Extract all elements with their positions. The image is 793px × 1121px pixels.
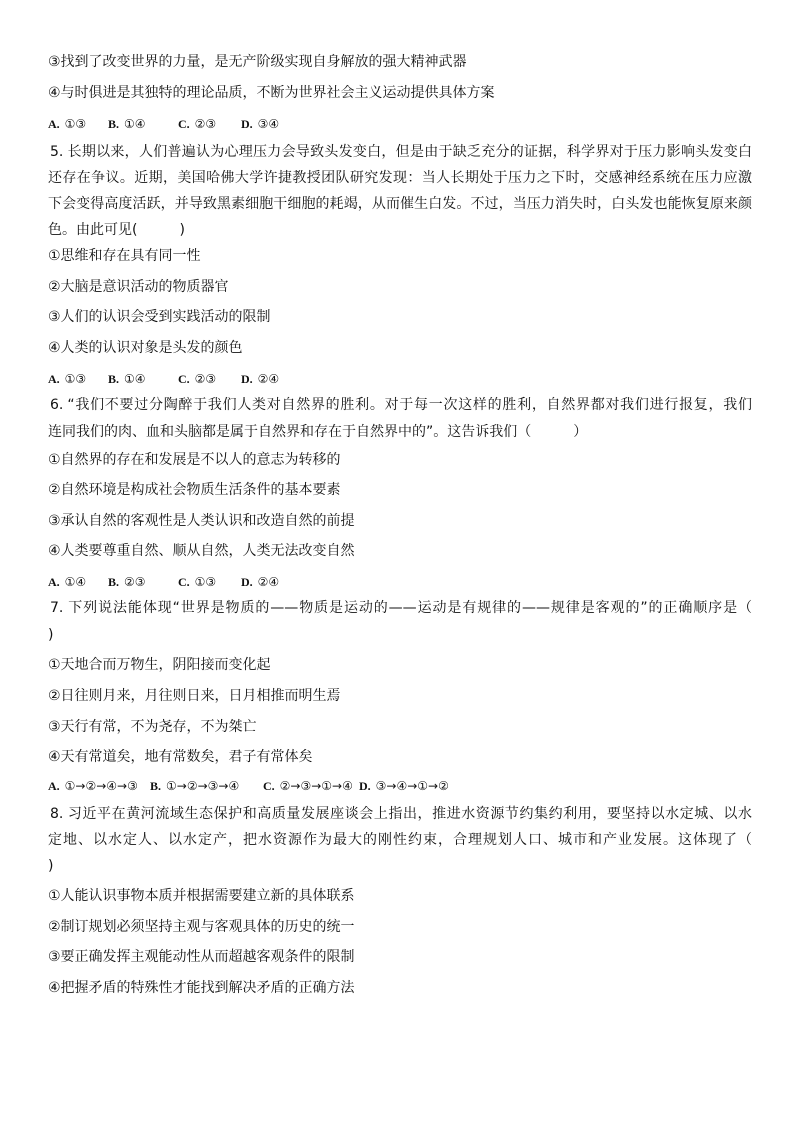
option-A: [48, 776, 138, 796]
choice-item: ①天地合而万物生，阴阳接而变化起: [48, 657, 271, 673]
option-C: [178, 572, 216, 592]
choice-item: ④天有常道矣，地有常数矣，君子有常体矣: [48, 749, 313, 765]
question-stem-line: 下会变得高度活跃，并导致黑素细胞干细胞的耗竭，从而催生白发。不过，当压力消失时，白头发也能恢复原来颜: [48, 196, 752, 212]
option-D: [241, 572, 279, 592]
choice-item: ③人们的认识会受到实践活动的限制: [48, 309, 271, 325]
option-value: ②③: [124, 575, 146, 589]
option-D: [359, 776, 449, 796]
choice-item: ④人类的认识对象是头发的颜色: [48, 340, 243, 356]
option-A: [48, 369, 86, 389]
option-value: ①③: [194, 575, 217, 589]
option-value: ①④: [124, 372, 146, 386]
option-A: [48, 572, 86, 592]
stem-text: 习近平在黄河流域生态保护和高质量发展座谈会上指出，推进水资源节约集约利用，要坚持以水定城、以水: [67, 806, 752, 822]
option-C: [178, 114, 216, 134]
choice-item: ②制订规划必须坚持主观与客观具体的历史的统一: [48, 919, 355, 935]
option-label: D.: [359, 779, 371, 793]
option-label: A.: [48, 117, 60, 131]
option-value: ①→②→④→③: [64, 779, 138, 793]
option-A: [48, 114, 86, 134]
question-stem-line: [48, 598, 752, 618]
option-label: C.: [178, 117, 190, 131]
choice-item: ④人类要尊重自然、顺从自然，人类无法改变自然: [48, 543, 355, 559]
option-label: B.: [108, 117, 120, 131]
question-stem-line: [48, 395, 752, 415]
stem-text: 下列说法能体现“世界是物质的——物质是运动的——运动是有规律的——规律是客观的”的正确顺序是（: [67, 600, 752, 616]
option-value: ③→④→①→②: [375, 779, 449, 793]
stem-text: 长期以来，人们普遍认为心理压力会导致头发变白，但是由于缺乏充分的证据，科学界对于压力影响头发变白: [67, 144, 752, 160]
option-label: C.: [178, 372, 190, 386]
question-number: 6.: [50, 397, 64, 413]
question-stem-line: ): [48, 858, 54, 874]
option-label: C.: [178, 575, 190, 589]
option-label: D.: [241, 117, 253, 131]
choice-item: ③找到了改变世界的力量，是无产阶级实现自身解放的强大精神武器: [48, 54, 467, 70]
question-number: 7.: [50, 600, 64, 616]
question-stem-line: 色。由此可见( ): [48, 222, 185, 238]
option-value: ②④: [257, 372, 280, 386]
option-value: ①→②→③→④: [166, 779, 240, 793]
option-B: [108, 114, 146, 134]
question-stem-line: [48, 804, 752, 824]
choice-item: ①自然界的存在和发展是不以人的意志为转移的: [48, 452, 341, 468]
choice-item: ③天行有常，不为尧存，不为桀亡: [48, 719, 257, 735]
option-B: [108, 572, 146, 592]
option-D: [241, 114, 279, 134]
question-stem-line: ): [48, 627, 54, 643]
option-value: ①③: [64, 372, 87, 386]
option-value: ①④: [64, 575, 87, 589]
question-number: 8.: [50, 806, 64, 822]
choice-item: ③要正确发挥主观能动性从而超越客观条件的限制: [48, 949, 355, 965]
question-stem-line: 连同我们的肉、血和头脑都是属于自然界和存在于自然界中的”。这告诉我们（ ）: [48, 424, 588, 440]
choice-item: ②大脑是意识活动的物质器官: [48, 279, 229, 295]
option-B: [108, 369, 146, 389]
option-D: [241, 369, 279, 389]
option-label: A.: [48, 372, 60, 386]
choice-item: ②自然环境是构成社会物质生活条件的基本要素: [48, 482, 341, 498]
question-number: 5.: [50, 144, 64, 160]
option-label: B.: [150, 779, 162, 793]
option-label: D.: [241, 372, 253, 386]
choice-item: ②日往则月来，月往则日来，日月相推而明生焉: [48, 688, 341, 704]
option-value: ②③: [194, 372, 217, 386]
option-value: ②→③→①→④: [279, 779, 353, 793]
choice-item: ④把握矛盾的特殊性才能找到解决矛盾的正确方法: [48, 980, 355, 996]
option-C: [263, 776, 353, 796]
question-stem-line: 还存在争议。近期，美国哈佛大学许捷教授团队研究发现：当人长期处于压力之下时，交感神经系统在压力应激: [48, 170, 752, 186]
option-value: ②④: [257, 575, 280, 589]
option-value: ①④: [124, 117, 146, 131]
option-label: A.: [48, 779, 60, 793]
option-C: [178, 369, 216, 389]
option-B: [150, 776, 239, 796]
question-stem-line: 定地、以水定人、以水定产，把水资源作为最大的刚性约束，合理规划人口、城市和产业发展。这体现了（: [48, 832, 752, 848]
choice-item: ①人能认识事物本质并根据需要建立新的具体联系: [48, 888, 355, 904]
option-label: B.: [108, 372, 120, 386]
option-value: ①③: [64, 117, 87, 131]
option-value: ②③: [194, 117, 217, 131]
question-stem-line: [48, 142, 752, 162]
option-value: ③④: [257, 117, 280, 131]
option-label: A.: [48, 575, 60, 589]
option-label: B.: [108, 575, 120, 589]
option-label: D.: [241, 575, 253, 589]
stem-text: “我们不要过分陶醉于我们人类对自然界的胜利。对于每一次这样的胜利，自然界都对我们进行报复，我们: [67, 397, 752, 413]
choice-item: ③承认自然的客观性是人类认识和改造自然的前提: [48, 513, 355, 529]
choice-item: ①思维和存在具有同一性: [48, 248, 201, 264]
choice-item: ④与时俱进是其独特的理论品质，不断为世界社会主义运动提供具体方案: [48, 85, 495, 101]
option-label: C.: [263, 779, 275, 793]
